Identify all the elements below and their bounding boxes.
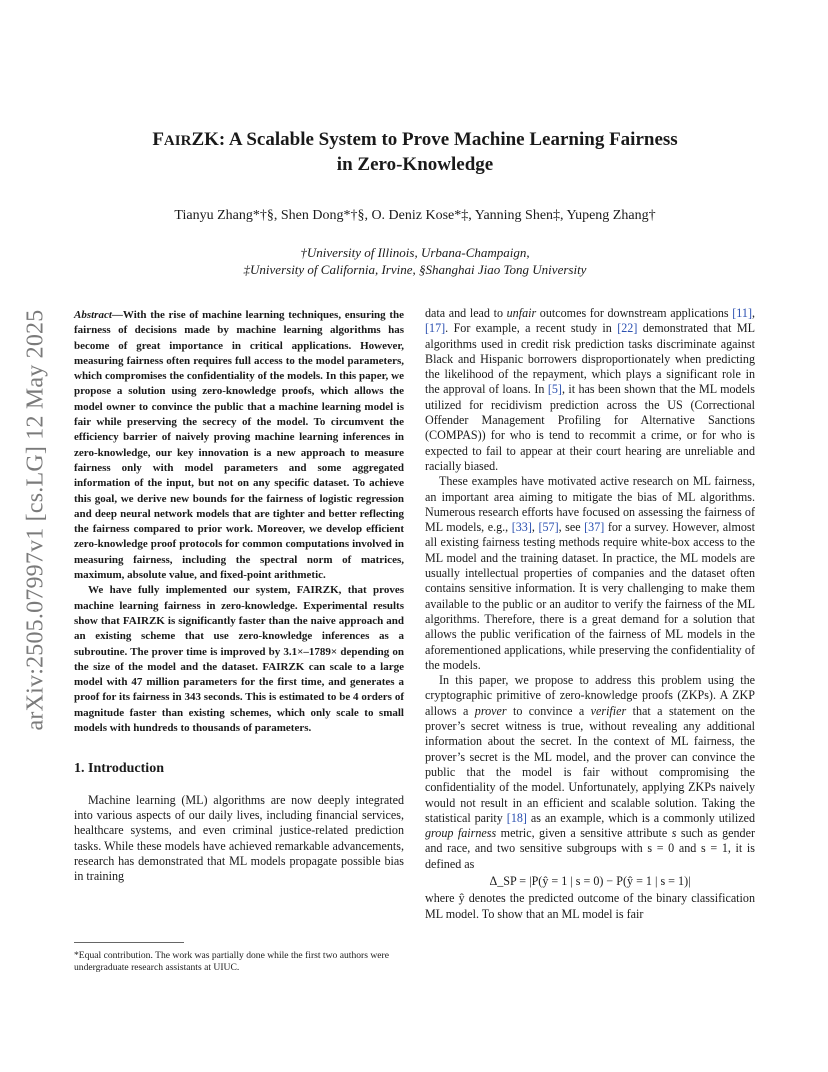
author-list: Tianyu Zhang*†§, Shen Dong*†§, O. Deniz Kose*‡, Yanning Shen‡, Yupeng Zhang† (174, 208, 656, 223)
citation-link[interactable]: [37] (584, 520, 605, 535)
abstract-paragraph-2: We have fully implemented our system, FAIRZK, that proves machine learning fairness in zero-knowledge. Experimental results show that FAIRZK is significantly faster than the naive approach and an existing scheme that use zero-knowledge inferences as a subroutine. The prover time is improved by 3.1×–1789× depending on the size of the model and the dataset. FAIRZK can scale to a large model with 47 million parameters for the first time, and generates a proof for its fairness in 343 seconds. This is estimated to be 4 orders of magnitude faster than existing schemes, which only scale to small models with hundreds to thousands of parameters. (74, 584, 404, 735)
footnote-rule (74, 942, 184, 943)
arxiv-sidebar-stamp (16, 280, 56, 760)
statistical-parity-formula: Δ_SP = |P(ŷ = 1 | s = 0) − P(ŷ = 1 | s = 1)| (489, 873, 691, 888)
title-main: : A Scalable System to Prove Machine Learning Fairness (218, 129, 678, 150)
citation-link[interactable]: [5] (547, 382, 562, 397)
footnote: *Equal contribution. The work was partially done while the first two authors were undergraduate research assistants at UIUC. (74, 950, 390, 973)
right-paragraph-1: data and lead to unfair outcomes for downstream applications [11], [17]. For example, a recent study in [22] demonstrated that ML algorithms used in credit risk prediction tasks discriminate against Black and Hispanic borrowers disproportionately when predicting the likelihood of the repayment, which plays a significant role in the approval of loans. In [5], it has been shown that the ML models utilized for recidivism prediction across the US (Correctional Offender Management Profiling for Alternative Sanctions (COMPAS)) for who is tend to recommit a crime, or for who is expected to fail to appear at their court hearing are unreliable and racially biased. (425, 306, 756, 473)
abstract-label: Abstract (74, 309, 112, 321)
citation-link[interactable]: [18] (506, 810, 527, 825)
intro-paragraph-1: Machine learning (ML) algorithms are now deeply integrated into various aspects of our daily lives, including financial services, healthcare systems, and even criminal justice-related prediction tasks. While these models have achieved remarkable advancements, research has demonstrated that ML models propagate possible bias in training (74, 792, 404, 884)
right-paragraph-4: where ŷ denotes the predicted outcome of the binary classification ML model. To show that an ML model is fair (425, 891, 755, 921)
title-line-2: in Zero-Knowledge (336, 154, 494, 175)
affiliations (90, 244, 740, 278)
right-column (425, 306, 755, 922)
title-system-name: FAIRZK (152, 129, 219, 150)
section-heading-introduction: 1. Introduction (74, 761, 164, 777)
abstract-paragraph-1: —With the rise of machine learning techniques, ensuring the fairness of decisions made by machine learning algorithms has become of great importance in critical applications. However, measuring fairness often requires full access to the model parameters, which compromises the confidentiality of the models. In this paper, we propose a solution using zero-knowledge proofs, which allows the model owner to convince the public that a machine learning model is fair while preserving the secrecy of the model. To circumvent the efficiency barrier of naively proving machine learning inferences in zero-knowledge, our key innovation is a new approach to measure fairness only with model parameters and some aggregated information of the input, but not on any specific dataset. To achieve this goal, we derive new bounds for the fairness of logistic regression and deep neural network models that are tighter and better reflecting the fairness compared to prior work. Moreover, we develop efficient zero-knowledge proof protocols for common computations involved in measuring fairness, including the spectral norm of matrices, maximum, absolute value, and fixed-point arithmetic. (74, 309, 404, 582)
citation-link[interactable]: [17] (425, 321, 446, 336)
affiliation-line-1: †University of Illinois, Urbana-Champaign, (300, 245, 530, 260)
abstract (74, 308, 404, 736)
right-paragraph-3: In this paper, we propose to address this problem using the cryptographic primitive of zero-knowledge proofs (ZKPs). A ZKP allows a prover to convince a verifier that a statement on the prover’s secret witness is true, without revealing any additional information about the secret. In the context of ML fairness, the prover’s secret is the ML model, and the prover can convince the public that the model is fair without compromising the confidentiality of the model. Unfortunately, applying ZKPs naively would not result in an efficient and scalable solution. Taking the statistical parity [18] as an example, which is a commonly utilized group fairness metric, given a sensitive attribute s such as gender and race, and two sensitive subgroups with s = 0 and s = 1, it is defined as (425, 673, 756, 871)
left-column (74, 308, 404, 884)
affiliation-line-2: ‡University of California, Irvine, §Shanghai Jiao Tong University (243, 262, 587, 277)
citation-link[interactable]: [11] (732, 306, 752, 320)
right-paragraph-2: These examples have motivated active research on ML fairness, an important area aiming to mitigate the bias of ML algorithms. Numerous research efforts have focused on assessing the fairness of ML models, e.g., [33], [57], see [37] for a survey. However, almost all existing fairness testing methods require white-box access to the ML model and the training dataset. In practice, the ML models are usually intellectual properties of companies and the dataset often contains sensitive information. It is very challenging to make them available to the public or an auditor to verify the fairness of the ML algorithms. Therefore, there is a great demand for a solution that allows the public verification of the fairness of ML models in the aforementioned applications, while preserving the confidentiality of the models. (425, 474, 756, 672)
citation-link[interactable]: [57] (538, 520, 559, 535)
paper-title (90, 128, 740, 176)
arxiv-identifier: arXiv:2505.07997v1 [cs.LG] 12 May 2025 (22, 309, 49, 731)
citation-link[interactable]: [22] (617, 321, 638, 336)
citation-link[interactable]: [33] (511, 520, 532, 535)
